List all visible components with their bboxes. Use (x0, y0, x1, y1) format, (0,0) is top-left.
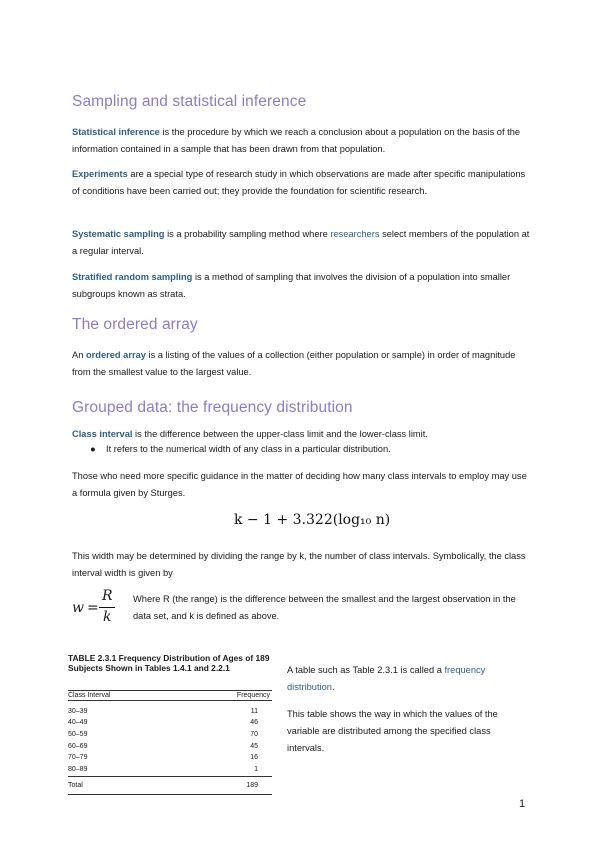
term-class-interval: Class interval (72, 429, 133, 439)
heading-frequency-distribution: Grouped data: the frequency distribution (72, 399, 353, 416)
term-ordered-array: ordered array (85, 350, 146, 360)
text-statistical-inference: is the procedure by which we reach a conclusion about a population on the basis of the information contained in a sample that has been drawn from that population. (72, 127, 521, 154)
paragraph-ordered-array (72, 347, 534, 381)
cell-frequency: 1 (254, 765, 258, 773)
cell-interval: 70–79 (68, 754, 88, 762)
term-frequency-distribution: frequency distribution (287, 665, 486, 692)
table-total-row (68, 776, 272, 794)
text-systematic-b: select members of the population at a regular interval. (72, 229, 530, 256)
table-row (68, 718, 272, 730)
term-systematic-sampling: Systematic sampling (72, 229, 165, 239)
text-ordered-array: is a listing of the values of a collection (either population or sample) in order of magnitude from the smallest value to the largest value. (72, 350, 516, 377)
sturges-formula: k − 1 + 3.322(log₁₀ n) (234, 512, 391, 528)
formula-numerator: R (102, 588, 113, 604)
page-number: 1 (519, 798, 526, 810)
header-class-interval: Class Interval (68, 691, 180, 701)
cell-interval: 60–69 (68, 742, 88, 750)
formula-equals: = (87, 600, 99, 616)
text-side-pre: A table such as Table 2.3.1 is called a (287, 665, 445, 675)
paragraph-experiments (72, 166, 534, 200)
term-experiments: Experiments (72, 169, 128, 179)
table-row (68, 764, 272, 776)
table-header-row (68, 691, 272, 701)
text-ordered-pre: An (72, 350, 86, 360)
heading-sampling: Sampling and statistical inference (72, 93, 307, 110)
cell-total-label: Total (68, 776, 180, 794)
table-row (68, 752, 272, 764)
cell-interval: 80–89 (68, 765, 88, 773)
table-row (68, 729, 272, 741)
term-stratified-sampling: Stratified random sampling (72, 272, 193, 282)
text-side-post: . (331, 682, 335, 692)
heading-ordered-array: The ordered array (72, 316, 198, 333)
paragraph-where-range: Where R (the range) is the difference between the smallest and the largest observation in the data set, and k is defined as above. (133, 594, 516, 621)
paragraph-stratified-sampling (72, 269, 534, 303)
text-class-interval: is the difference between the upper-class limit and the lower-class limit. (132, 429, 428, 439)
paragraph-class-width: This width may be determined by dividing the range by k, the number of class intervals. Symbolically, the class interval width is given by (72, 551, 526, 578)
cell-interval: 30–39 (68, 707, 88, 715)
text-experiments: are a special type of research study in which observations are made after specific manipulations of conditions have been carried out; they provide the foundation for scientific research. (72, 169, 526, 196)
table-row (68, 741, 272, 753)
cell-interval: 50–59 (68, 730, 88, 738)
cell-interval: 40–49 (68, 719, 88, 727)
formula-lhs: w (72, 600, 84, 616)
cell-frequency: 16 (250, 754, 258, 762)
cell-frequency: 70 (250, 730, 258, 738)
term-statistical-inference: Statistical inference (72, 127, 160, 137)
paragraph-statistical-inference (72, 124, 534, 158)
bullet-item (90, 441, 391, 458)
cell-frequency: 46 (250, 719, 258, 727)
text-systematic-a: is a probability sampling method where (164, 229, 331, 239)
paragraph-frequency-distribution (287, 662, 527, 696)
cell-total-value: 189 (180, 776, 272, 794)
formula-denominator: k (103, 609, 112, 625)
paragraph-systematic-sampling (72, 226, 534, 260)
paragraph-sturges: Those who need more specific guidance in the matter of deciding how many class intervals to employ may use a formula given by Sturges. (72, 471, 527, 498)
text-stratified: is a method of sampling that involves the division of a population into smaller subgroups known as strata. (72, 272, 511, 299)
formula-fraction-bar (99, 607, 115, 608)
table-row (68, 706, 272, 718)
header-frequency: Frequency (180, 691, 272, 701)
cell-frequency: 45 (250, 742, 258, 750)
link-researchers[interactable]: researchers (330, 229, 380, 239)
paragraph-table-explanation: This table shows the way in which the values of the variable are distributed among the specified class intervals. (287, 709, 498, 753)
bullet-text: It refers to the numerical width of any class in a particular distribution. (106, 444, 391, 454)
frequency-table (68, 690, 272, 795)
cell-frequency: 11 (250, 707, 258, 715)
bullet-dot-icon: ● (90, 444, 96, 454)
table-caption: TABLE 2.3.1 Frequency Distribution of Ages of 189 Subjects Shown in Tables 1.4.1 and 2.2.1 (68, 653, 270, 673)
